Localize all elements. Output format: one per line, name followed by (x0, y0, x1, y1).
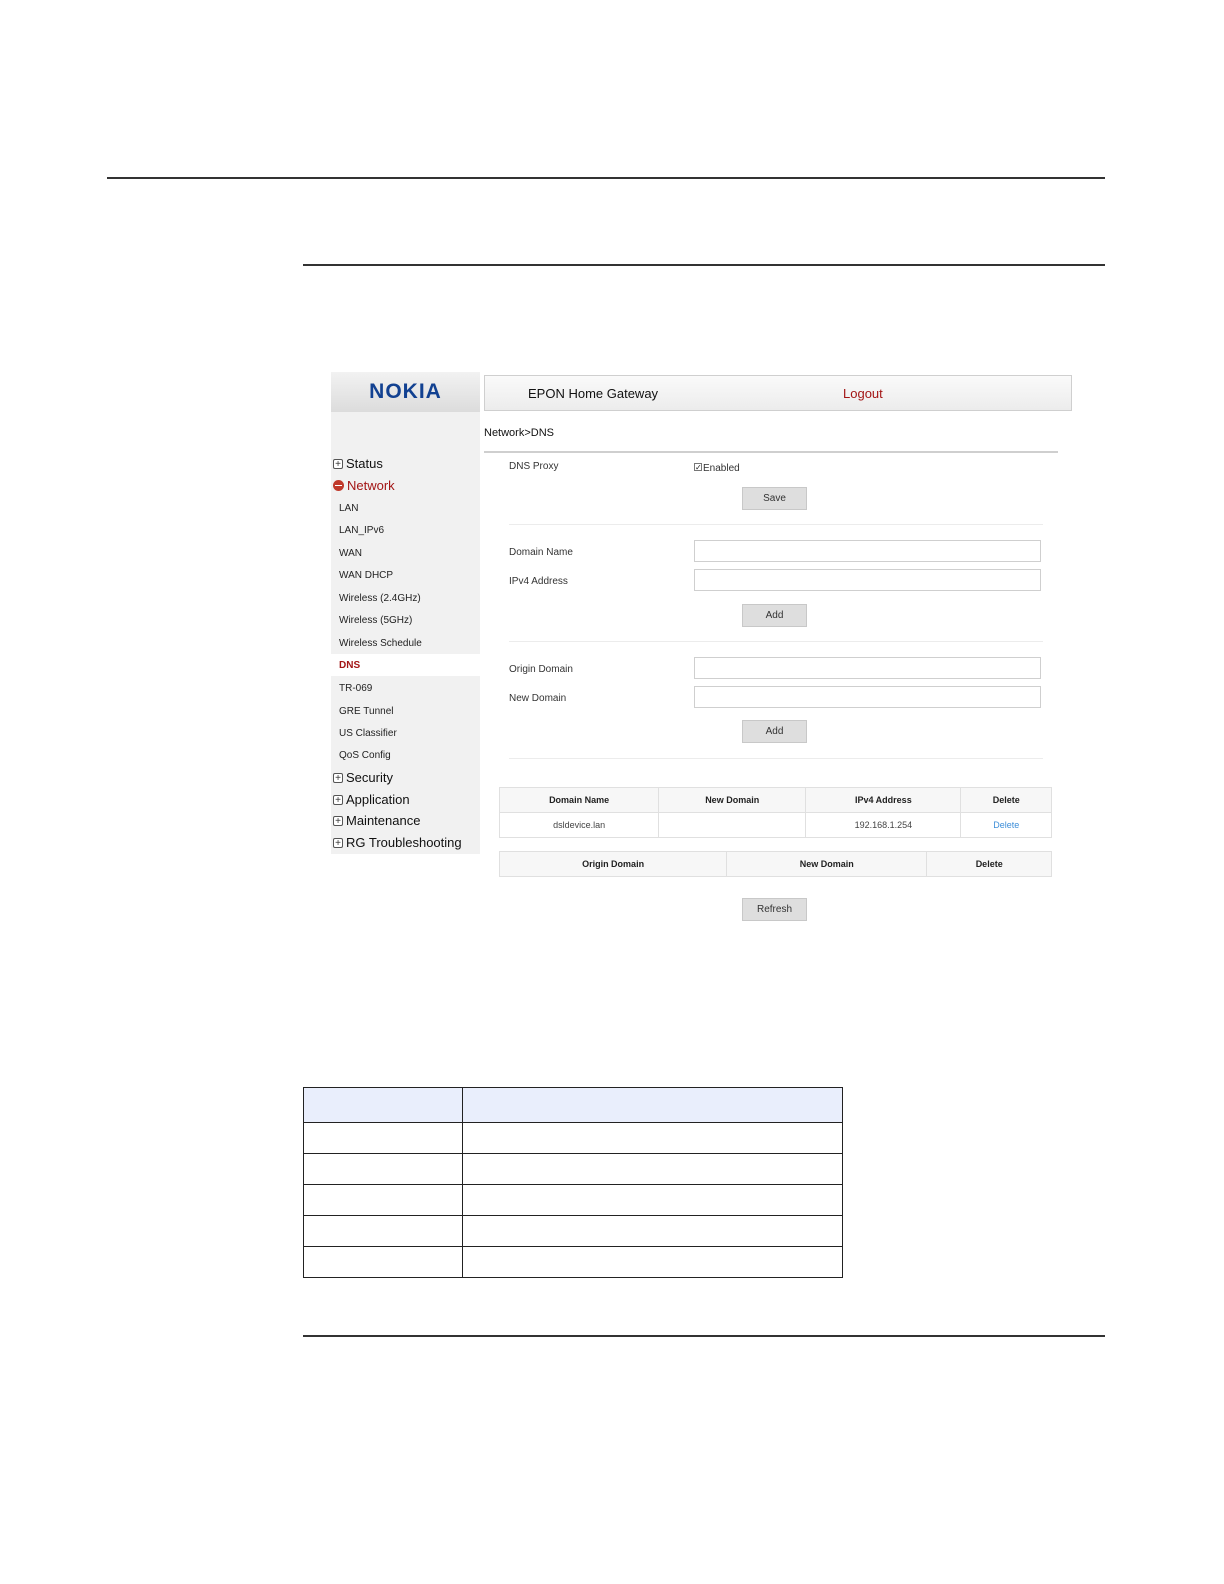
sidebar (331, 412, 480, 854)
col-ipv4-address: IPv4 Address (806, 788, 961, 813)
logout-link[interactable]: Logout (843, 386, 883, 401)
plus-icon: + (333, 838, 343, 848)
domain-name-input[interactable] (694, 540, 1041, 562)
sidebar-item-wan[interactable]: WAN (339, 548, 362, 559)
host-table (499, 787, 1052, 838)
section-divider (509, 524, 1043, 525)
new-domain-label: New Domain (509, 693, 567, 704)
col-new-domain: New Domain (727, 852, 927, 877)
minus-icon (333, 480, 344, 491)
breadcrumb-divider (484, 451, 1058, 453)
sidebar-item-tr069[interactable]: TR-069 (339, 683, 373, 694)
sidebar-item-us-classifier[interactable]: US Classifier (339, 728, 397, 739)
ipv4-address-input[interactable] (694, 569, 1041, 591)
cell-domain: dsldevice.lan (500, 813, 659, 838)
section-rule (303, 264, 1105, 266)
refresh-button[interactable]: Refresh (742, 898, 807, 921)
col-origin-domain: Origin Domain (500, 852, 727, 877)
save-button[interactable]: Save (742, 487, 807, 510)
add-host-button[interactable]: Add (742, 604, 807, 627)
table-row (500, 813, 1052, 838)
sidebar-group-maintenance[interactable]: + Maintenance (333, 813, 420, 828)
page-top-rule (107, 177, 1105, 179)
domain-name-label: Domain Name (509, 547, 573, 558)
doc-header-cell (463, 1088, 843, 1123)
sidebar-group-rg-troubleshooting[interactable]: + RG Troubleshooting (333, 835, 462, 850)
ipv4-address-label: IPv4 Address (509, 576, 568, 587)
breadcrumb: Network>DNS (484, 427, 554, 439)
doc-table-row (304, 1185, 843, 1216)
nokia-logo: NOKIA (369, 380, 442, 403)
plus-icon: + (333, 816, 343, 826)
col-domain-name: Domain Name (500, 788, 659, 813)
doc-table-header (304, 1088, 843, 1123)
header-bar (484, 375, 1072, 411)
section-divider (509, 758, 1043, 759)
logo-area (331, 372, 480, 412)
plus-icon: + (333, 773, 343, 783)
add-domain-map-button[interactable]: Add (742, 720, 807, 743)
new-domain-input[interactable] (694, 686, 1041, 708)
cell-ipv4: 192.168.1.254 (806, 813, 961, 838)
cell-new-domain (659, 813, 806, 838)
app-title: EPON Home Gateway (528, 386, 659, 401)
document-table (303, 1087, 843, 1278)
doc-table-row (304, 1154, 843, 1185)
doc-header-cell (304, 1088, 463, 1123)
col-delete: Delete (927, 852, 1052, 877)
dns-proxy-enabled-label: Enabled (703, 463, 740, 474)
col-new-domain: New Domain (659, 788, 806, 813)
doc-table-row (304, 1123, 843, 1154)
sidebar-item-lan[interactable]: LAN (339, 503, 359, 514)
sidebar-item-gre-tunnel[interactable]: GRE Tunnel (339, 706, 394, 717)
origin-domain-label: Origin Domain (509, 664, 573, 675)
router-screenshot (331, 372, 1076, 932)
doc-table-row (304, 1216, 843, 1247)
dns-proxy-label: DNS Proxy (509, 461, 559, 472)
sidebar-item-lan-ipv6[interactable]: LAN_IPv6 (339, 525, 385, 536)
sidebar-item-qos-config[interactable]: QoS Config (339, 750, 391, 761)
sidebar-item-wireless-24[interactable]: Wireless (2.4GHz) (339, 593, 421, 604)
sidebar-item-dns[interactable]: DNS (339, 660, 361, 671)
plus-icon: + (333, 459, 343, 469)
origin-domain-input[interactable] (694, 657, 1041, 679)
sidebar-item-wireless-5[interactable]: Wireless (5GHz) (339, 615, 413, 626)
section-divider (509, 641, 1043, 642)
sidebar-item-wan-dhcp[interactable]: WAN DHCP (339, 570, 394, 581)
sidebar-item-wireless-schedule[interactable]: Wireless Schedule (339, 638, 422, 649)
delete-link[interactable]: Delete (993, 820, 1020, 830)
table-header-row (500, 788, 1052, 813)
page-bottom-rule (303, 1335, 1105, 1337)
sidebar-group-security[interactable]: + Security (333, 770, 393, 785)
doc-table-row (304, 1247, 843, 1278)
dns-proxy-checkbox[interactable]: ✓ (695, 463, 702, 472)
table-header-row (500, 852, 1052, 877)
sidebar-group-status[interactable]: + Status (333, 456, 383, 471)
domain-map-table (499, 851, 1052, 877)
col-delete: Delete (961, 788, 1052, 813)
sidebar-group-network[interactable]: Network (333, 478, 395, 493)
plus-icon: + (333, 795, 343, 805)
cell-delete (961, 813, 1052, 838)
sidebar-group-application[interactable]: + Application (333, 792, 410, 807)
